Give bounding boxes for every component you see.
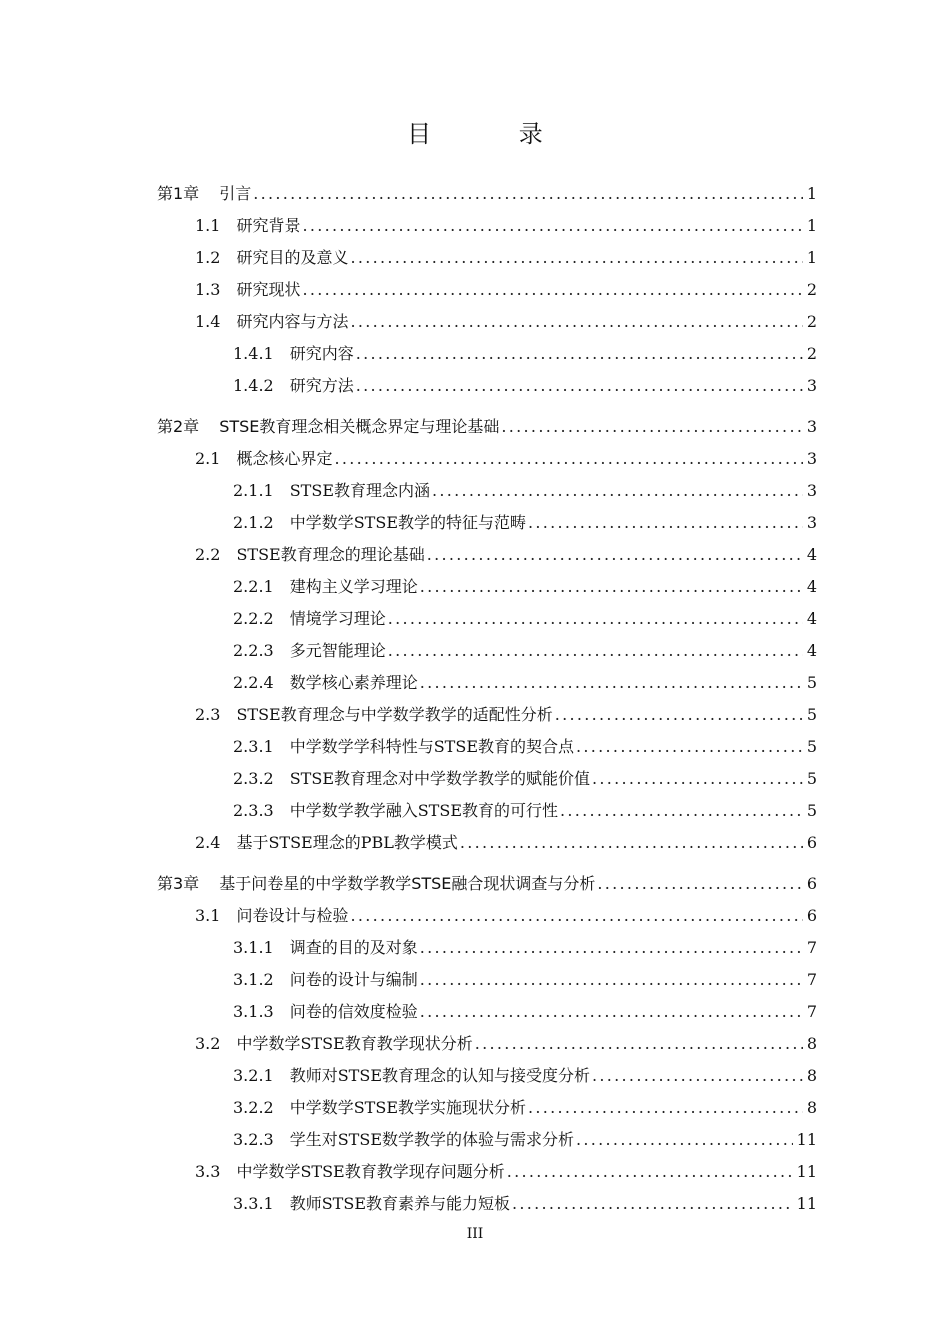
toc-dot-leader <box>427 543 803 567</box>
toc-entry-page: 3 <box>806 481 817 500</box>
toc-title: 目 录 <box>407 120 583 148</box>
toc-entry[interactable] <box>195 214 817 238</box>
toc-entry-page: 2 <box>806 344 817 363</box>
toc-dot-leader <box>350 310 802 334</box>
toc-entry[interactable] <box>157 872 817 896</box>
toc-dot-leader <box>555 703 803 727</box>
toc-entry-number: 2.2.1 <box>233 577 274 596</box>
toc-entry-number: 1.4.1 <box>233 344 274 363</box>
toc-dot-leader <box>512 1192 793 1216</box>
toc-dot-leader <box>253 182 803 206</box>
toc-entry-number: 3.2.1 <box>233 1066 274 1085</box>
toc-entry-number: 1.1 <box>195 216 221 235</box>
toc-entry-number: 3.3.1 <box>233 1194 274 1213</box>
toc-entry-title: 基于问卷星的中学数学教学STSE融合现状调查与分析 <box>219 874 596 893</box>
toc-entry-number: 2.3 <box>195 705 221 724</box>
toc-entry-page: 3 <box>806 417 817 436</box>
toc-entry-title: 中学数学STSE教学实施现状分析 <box>289 1098 526 1117</box>
toc-dot-leader <box>597 872 802 896</box>
toc-entry[interactable] <box>195 904 817 928</box>
toc-dot-leader <box>388 639 803 663</box>
toc-entry-number: 1.3 <box>195 280 221 299</box>
toc-dot-leader <box>576 735 803 759</box>
toc-entry-title: 中学数学STSE教育教学现状分析 <box>236 1034 473 1053</box>
toc-dot-leader <box>560 799 803 823</box>
toc-entry-page: 6 <box>806 906 817 925</box>
toc-entry[interactable] <box>233 374 817 398</box>
toc-dot-leader <box>420 671 803 695</box>
toc-entry-page: 3 <box>806 513 817 532</box>
toc-entry[interactable] <box>233 479 817 503</box>
toc-entry-page: 4 <box>806 609 817 628</box>
toc-entry-number: 3.1 <box>195 906 221 925</box>
toc-entry-title: 研究方法 <box>289 376 354 395</box>
toc-entry-title: 研究内容 <box>289 344 354 363</box>
toc-dot-leader <box>460 831 803 855</box>
toc-dot-leader <box>432 479 803 503</box>
toc-entry-page: 7 <box>806 938 817 957</box>
toc-entry-page: 8 <box>806 1098 817 1117</box>
toc-dot-leader <box>334 447 802 471</box>
toc-entry-title: 调查的目的及对象 <box>289 938 418 957</box>
toc-entry[interactable] <box>233 639 817 663</box>
toc-entry[interactable] <box>233 671 817 695</box>
toc-entry-number: 3.1.2 <box>233 970 274 989</box>
toc-entry-title: 引言 <box>219 184 252 203</box>
toc-entry-title: 多元智能理论 <box>289 641 386 660</box>
toc-entry[interactable] <box>195 246 817 270</box>
toc-entry[interactable] <box>233 607 817 631</box>
toc-entry-page: 2 <box>806 312 817 331</box>
toc-entry-page: 11 <box>796 1130 817 1149</box>
toc-entry-page: 4 <box>806 545 817 564</box>
toc-entry-title: 中学数学教学融入STSE教育的可行性 <box>289 801 558 820</box>
toc-entry-title: 中学数学STSE教学的特征与范畴 <box>289 513 526 532</box>
toc-dot-leader <box>592 1064 803 1088</box>
toc-entry-page: 5 <box>806 673 817 692</box>
toc-entry-page: 3 <box>806 376 817 395</box>
toc-dot-leader <box>507 1160 793 1184</box>
toc-entry-title: 问卷设计与检验 <box>236 906 349 925</box>
toc-entry-page: 3 <box>806 449 817 468</box>
toc-entry-title: 问卷的信效度检验 <box>289 1002 418 1021</box>
toc-entry[interactable] <box>195 1032 817 1056</box>
toc-entry[interactable] <box>233 342 817 366</box>
toc-entry-title: 中学数学学科特性与STSE教育的契合点 <box>289 737 574 756</box>
toc-entry-page: 7 <box>806 970 817 989</box>
toc-entry-number: 1.4 <box>195 312 221 331</box>
toc-entry-number: 2.2.3 <box>233 641 274 660</box>
toc-entry-number: 3.1.3 <box>233 1002 274 1021</box>
toc-entry-number: 2.3.2 <box>233 769 274 788</box>
toc-dot-leader <box>420 968 803 992</box>
toc-entry-number: 1.2 <box>195 248 221 267</box>
toc-entry[interactable] <box>195 703 817 727</box>
toc-entry-page: 5 <box>806 801 817 820</box>
toc-entry-page: 11 <box>796 1162 817 1181</box>
toc-entry-page: 11 <box>796 1194 817 1213</box>
toc-entry-number: 2.1.1 <box>233 481 274 500</box>
toc-dot-leader <box>420 575 803 599</box>
toc-entry-number: 2.3.3 <box>233 801 274 820</box>
toc-entry[interactable] <box>233 1096 817 1120</box>
toc-entry[interactable] <box>233 767 817 791</box>
toc-entry-page: 1 <box>806 216 817 235</box>
toc-dot-leader <box>420 1000 803 1024</box>
toc-entry-page: 1 <box>806 184 817 203</box>
toc-entry-page: 5 <box>806 705 817 724</box>
toc-entry-number: 2.3.1 <box>233 737 274 756</box>
toc-entry-title: STSE教育理念内涵 <box>289 481 430 500</box>
page-number: III <box>466 1226 484 1242</box>
toc-dot-leader <box>576 1128 793 1152</box>
toc-entry[interactable] <box>233 511 817 535</box>
toc-entry-title: STSE教育理念的理论基础 <box>236 545 425 564</box>
toc-entry-page: 4 <box>806 577 817 596</box>
toc-dot-leader <box>350 904 802 928</box>
toc-entry[interactable] <box>195 447 817 471</box>
toc-entry-title: 数学核心素养理论 <box>289 673 418 692</box>
toc-entry-title: 情境学习理论 <box>289 609 386 628</box>
toc-entry[interactable] <box>195 831 817 855</box>
toc-dot-leader <box>302 214 802 238</box>
toc-entry[interactable] <box>233 968 817 992</box>
toc-entry-title: 建构主义学习理论 <box>289 577 418 596</box>
toc-entry[interactable] <box>233 575 817 599</box>
toc-entry-number: 2.1.2 <box>233 513 274 532</box>
toc-dot-leader <box>356 342 803 366</box>
toc-dot-leader <box>528 1096 803 1120</box>
toc-entry[interactable] <box>157 182 817 206</box>
toc-entry[interactable] <box>233 1192 817 1216</box>
toc-entry-title: 教师对STSE教育理念的认知与接受度分析 <box>289 1066 590 1085</box>
toc-dot-leader <box>592 767 803 791</box>
toc-entry-title: 教师STSE教育素养与能力短板 <box>289 1194 510 1213</box>
toc-entry[interactable] <box>233 735 817 759</box>
toc-entry-number: 第1章 <box>157 184 200 203</box>
toc-entry-page: 6 <box>806 833 817 852</box>
toc-entry-title: 基于STSE理念的PBL教学模式 <box>236 833 458 852</box>
toc-entry-page: 8 <box>806 1034 817 1053</box>
toc-dot-leader <box>420 936 803 960</box>
toc-entry-number: 3.2.2 <box>233 1098 274 1117</box>
toc-entry-title: 研究目的及意义 <box>236 248 349 267</box>
toc-entry-page: 1 <box>806 248 817 267</box>
toc-entry-number: 3.1.1 <box>233 938 274 957</box>
toc-entry-number: 3.2.3 <box>233 1130 274 1149</box>
toc-entry-page: 2 <box>806 280 817 299</box>
toc-entry-number: 1.4.2 <box>233 376 274 395</box>
toc-entry-title: 概念核心界定 <box>236 449 333 468</box>
toc-entry-number: 2.2 <box>195 545 221 564</box>
toc-entry-title: 中学数学STSE教育教学现存问题分析 <box>236 1162 505 1181</box>
toc-entry-page: 8 <box>806 1066 817 1085</box>
toc-entry-number: 第3章 <box>157 874 200 893</box>
toc-entry[interactable] <box>157 415 817 439</box>
toc-dot-leader <box>528 511 803 535</box>
toc-entry-number: 3.3 <box>195 1162 221 1181</box>
toc-entry-title: 研究内容与方法 <box>236 312 349 331</box>
toc-entry-number: 2.2.2 <box>233 609 274 628</box>
toc-entry-title: 研究现状 <box>236 280 301 299</box>
toc-entry-page: 4 <box>806 641 817 660</box>
toc-entry-page: 7 <box>806 1002 817 1021</box>
toc-entry-page: 6 <box>806 874 817 893</box>
toc-entry[interactable] <box>195 310 817 334</box>
toc-entry-number: 2.2.4 <box>233 673 274 692</box>
toc-entry-title: 问卷的设计与编制 <box>289 970 418 989</box>
toc-dot-leader <box>302 278 802 302</box>
toc-entry-number: 3.2 <box>195 1034 221 1053</box>
toc-entry[interactable] <box>195 1160 817 1184</box>
toc-entry-number: 第2章 <box>157 417 200 436</box>
toc-entry[interactable] <box>233 1128 817 1152</box>
toc-entry-title: 研究背景 <box>236 216 301 235</box>
toc-entry-page: 5 <box>806 737 817 756</box>
toc-entry[interactable] <box>195 278 817 302</box>
toc-entry-title: 学生对STSE数学教学的体验与需求分析 <box>289 1130 574 1149</box>
toc-entry[interactable] <box>233 936 817 960</box>
toc-entry-number: 2.4 <box>195 833 221 852</box>
toc-entry-title: STSE教育理念与中学数学教学的适配性分析 <box>236 705 553 724</box>
toc-entry-title: STSE教育理念对中学数学教学的赋能价值 <box>289 769 590 788</box>
toc-entry[interactable] <box>233 1000 817 1024</box>
toc-entry[interactable] <box>233 799 817 823</box>
toc-entry-title: STSE教育理念相关概念界定与理论基础 <box>219 417 500 436</box>
toc-entry-page: 5 <box>806 769 817 788</box>
toc-entry[interactable] <box>195 543 817 567</box>
toc-dot-leader <box>356 374 803 398</box>
toc-entry-number: 2.1 <box>195 449 221 468</box>
toc-dot-leader <box>501 415 802 439</box>
toc-dot-leader <box>475 1032 803 1056</box>
toc-dot-leader <box>350 246 802 270</box>
toc-dot-leader <box>388 607 803 631</box>
toc-entry[interactable] <box>233 1064 817 1088</box>
